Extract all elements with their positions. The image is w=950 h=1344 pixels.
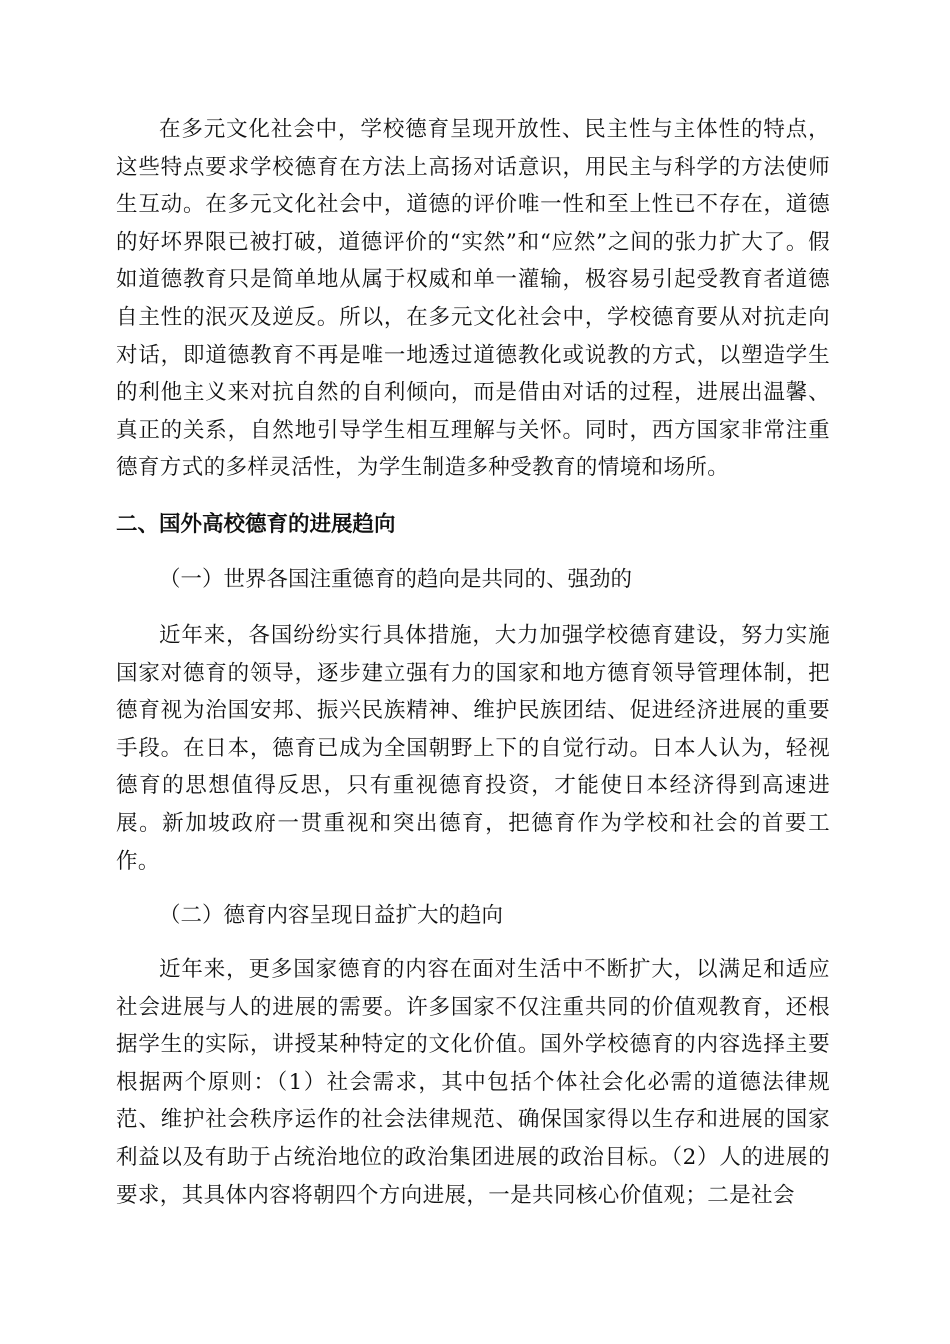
subsection-heading: （二）德育内容呈现日益扩大的趋向 [159, 903, 504, 928]
section-heading: 二、国外高校德育的进展趋向 [116, 512, 396, 537]
body-paragraph: 近年来，更多国家德育的内容在面对生活中不断扩大，以满足和适应社会进展与人的进展的需要。许多国家不仅注重共同的价值观教育，还根据学生的实际，讲授某种特定的文化价值。国外学校德育的内容选择主要根据两个原则：（1）社会需求，其中包括个体社会化必需的道德法律规范、维护社会秩序运作的社会法律规范、确保国家得以生存和进展的国家利益以及有助于占统治地位的政治集团进展的政治目标。（2）人的进展的要求，其具体内容将朝四个方向进展，一是共同核心价值观；二是社会 [116, 957, 830, 1208]
subsection-heading: （一）世界各国注重德育的趋向是共同的、强劲的 [159, 567, 633, 592]
body-paragraph: 在多元文化社会中，学校德育呈现开放性、民主性与主体性的特点，这些特点要求学校德育在方法上高扬对话意识，用民主与科学的方法使师生互动。在多元文化社会中，道德的评价唯一性和至上性已不存在，道德的好坏界限已被打破，道德评价的“实然”和“应然”之间的张力扩大了。假如道德教育只是简单地从属于权威和单一灌输，极容易引起受教育者道德自主性的泯灭及逆反。所以，在多元文化社会中，学校德育要从对抗走向对话，即道德教育不再是唯一地透过道德教化或说教的方式，以塑造学生的利他主义来对抗自然的自利倾向，而是借由对话的过程，进展出温馨、真正的关系，自然地引导学生相互理解与关怀。同时，西方国家非常注重德育方式的多样灵活性，为学生制造多种受教育的情境和场所。 [116, 117, 830, 481]
body-paragraph: 近年来，各国纷纷实行具体措施，大力加强学校德育建设，努力实施国家对德育的领导，逐步建立强有力的国家和地方德育领导管理体制，把德育视为治国安邦、振兴民族精神、维护民族团结、促进经济进展的重要手段。在日本，德育已成为全国朝野上下的自觉行动。日本人认为，轻视德育的思想值得反思，只有重视德育投资，才能使日本经济得到高速进展。新加坡政府一贯重视和突出德育，把德育作为学校和社会的首要工作。 [116, 623, 830, 874]
